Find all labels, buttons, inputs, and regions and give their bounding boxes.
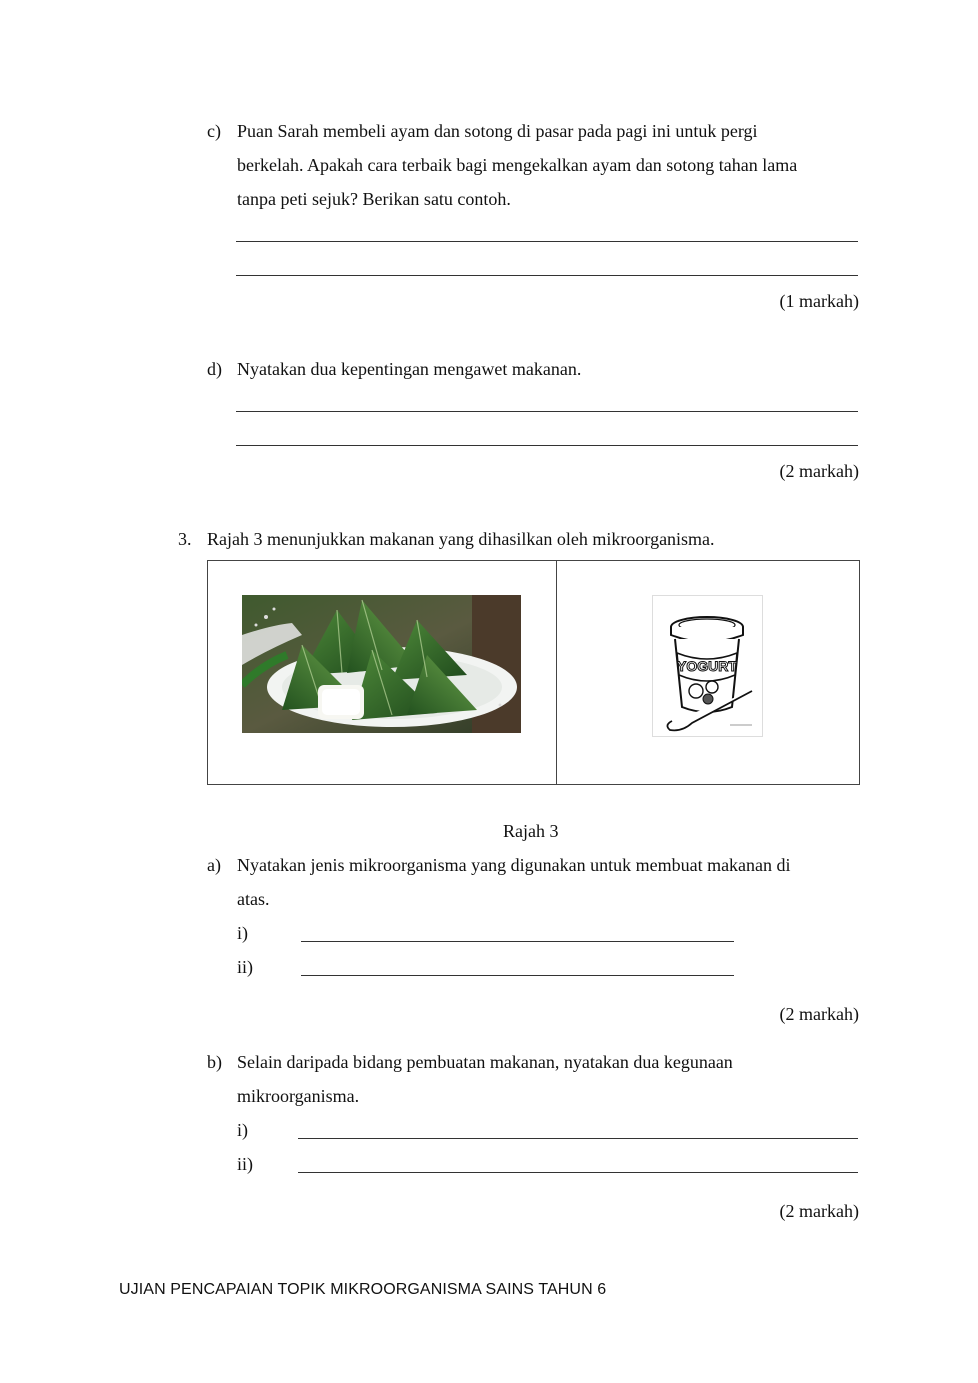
q2d-label: d) [207, 359, 222, 379]
q3a-item-1-label: i) [237, 923, 248, 943]
q2c-text-line-2: berkelah. Apakah cara terbaik bagi mengekalkan ayam dan sotong tahan lama [237, 155, 798, 175]
q3b-item-2-answer-line[interactable] [298, 1172, 858, 1173]
yogurt-label: YOGURT [677, 658, 737, 674]
q3a-item-1-answer-line[interactable] [301, 941, 734, 942]
q3a-text-line-2: atas. [237, 889, 270, 909]
yogurt-drawing [652, 595, 763, 737]
figure-divider [556, 560, 557, 785]
q3a-marks: (2 markah) [779, 1004, 859, 1024]
q2c-answer-line-2[interactable] [236, 275, 858, 276]
q3b-text-line-1: Selain daripada bidang pembuatan makanan, nyatakan dua kegunaan [237, 1052, 733, 1072]
q3a-label: a) [207, 855, 221, 875]
q3b-item-1-label: i) [237, 1120, 248, 1140]
q3a-item-2-label: ii) [237, 957, 253, 977]
q3a-text-line-1: Nyatakan jenis mikroorganisma yang digunakan untuk membuat makanan di [237, 855, 791, 875]
q2c-text-line-1: Puan Sarah membeli ayam dan sotong di pasar pada pagi ini untuk pergi [237, 121, 758, 141]
tapai-photo [242, 595, 521, 733]
q3a-item-2-answer-line[interactable] [301, 975, 734, 976]
yogurt-image [652, 595, 763, 737]
q3b-marks: (2 markah) [779, 1201, 859, 1221]
q3b-item-2-label: ii) [237, 1154, 253, 1174]
q2d-text: Nyatakan dua kepentingan mengawet makanan. [237, 359, 582, 379]
q2c-marks: (1 markah) [779, 291, 859, 311]
q3-number: 3. [178, 529, 192, 549]
q2c-answer-line-1[interactable] [236, 241, 858, 242]
q3b-item-1-answer-line[interactable] [298, 1138, 858, 1139]
tapai-image [242, 595, 521, 733]
q2d-answer-line-1[interactable] [236, 411, 858, 412]
figure-caption: Rajah 3 [503, 821, 559, 841]
q2d-marks: (2 markah) [779, 461, 859, 481]
q3b-label: b) [207, 1052, 222, 1072]
q2c-label: c) [207, 121, 221, 141]
q3b-text-line-2: mikroorganisma. [237, 1086, 360, 1106]
q3-text: Rajah 3 menunjukkan makanan yang dihasilkan oleh mikroorganisma. [207, 529, 715, 549]
q2d-answer-line-2[interactable] [236, 445, 858, 446]
q2c-text-line-3: tanpa peti sejuk? Berikan satu contoh. [237, 189, 511, 209]
page-footer: UJIAN PENCAPAIAN TOPIK MIKROORGANISMA SAINS TAHUN 6 [119, 1281, 607, 1298]
